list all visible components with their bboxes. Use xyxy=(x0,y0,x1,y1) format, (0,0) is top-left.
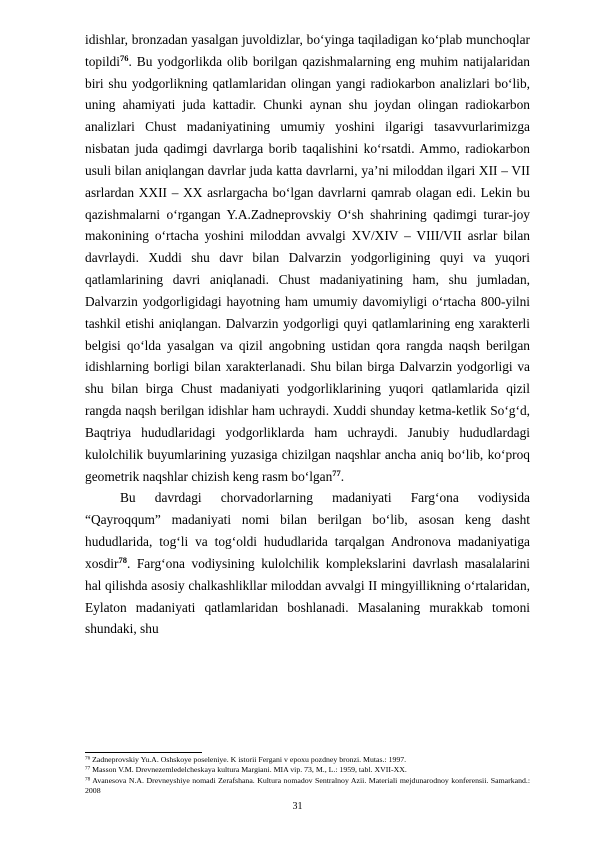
paragraph-1-end: . xyxy=(340,468,345,484)
footnote-divider xyxy=(85,752,202,753)
footnote-ref-77[interactable]: 77 xyxy=(332,467,341,478)
paragraph-2 xyxy=(85,487,530,640)
paragraph-1-text-b: . Bu yodgorlikda olib borilgan qazishmalarning eng muhim natijalaridan biri shu yodgorlikning qatlamlaridan olingan yangi radiokarbon analizlari bo‘lib, uning ahamiyati juda kattadir. Chunki aynan shu joydan olingan radiokarbon analizlari Chust madaniyatining umumiy yoshini ilgarigi tasavvurlarimizga nisbatan juda qadimgi davrlarga borib taqalishini ko‘rsatdi. Ammo, radiokarbon usuli bilan aniqlangan davrlar juda katta davrlarni, ya’ni miloddan ilgari XII – VII asrlardan XXII – XX asrlargacha bo‘lgan davrlarni qamrab olagan edi. Lekin bu qazishmalarni o‘rgangan Y.A.Zadneprovskiy O‘sh shahrining qadimgi turar-joy makonining o‘rtacha yoshini miloddan avvalgi XV/XIV – VIII/VII asrlar bilan davrlaydi. Xuddi shu davr bilan Dalvarzin yodgorligining quyi va yuqori qatlamlarining davri aniqlanadi. Chust madaniyatining ham, shu jumladan, Dalvarzin yodgorligidagi hayotning ham umumiy davomiyligi o‘rtacha 800-yilni tashkil etishi aniqlangan. Dalvarzin yodgorligi quyi qatlamlarining eng xarakterli belgisi qo‘lda yasalgan va qizil angobning ustidan qora rangda naqsh berilgan idishlarning borligi bilan xarakterlanadi. Shu bilan birga Dalvarzin yodgorligi va shu bilan birga Chust madaniyati yodgorliklarining yuqori qatlamlarida qizil rangda naqsh berilgan idishlar ham uchraydi. Xuddi shunday ketma-ketlik So‘g‘d, Baqtriya hududlaridagi yodgorliklarda ham uchraydi. Janubiy hududlardagi kulolchilik buyumlarining yuzasiga chizilgan naqshlar ancha aniq bo‘lib, ko‘proq geometrik naqshlar chizish keng rasm bo‘lgan xyxy=(85,53,530,484)
footnote-77 xyxy=(85,765,530,775)
footnote-number: 78 xyxy=(85,776,91,783)
paragraph-2-text-a: Bu davrdagi chorvadorlarning madaniyati Farg‘ona vodiysida “Qayroqqum” madaniyati nomi bilan berilgan bo‘lib, asosan keng dasht hududlarida, tog‘li va tog‘oldi hududlarida tarqalgan Andronova madaniyatiga xosdir xyxy=(85,490,530,571)
footnote-number: 76 xyxy=(85,755,91,762)
page-number: 31 xyxy=(292,801,303,812)
footnote-number: 77 xyxy=(85,765,91,772)
footnote-text: Zadneprovskiy Yu.A. Oshskoye poseleniye. K istorii Fergani v epoxu pozdney bronzi. Mutas.: 1997. xyxy=(92,755,407,764)
footnotes xyxy=(85,755,530,797)
footnote-78 xyxy=(85,776,530,797)
footnote-ref-76[interactable]: 76 xyxy=(119,52,129,63)
paragraph-1 xyxy=(85,29,530,487)
footnote-76 xyxy=(85,755,530,765)
footnote-ref-78[interactable]: 78 xyxy=(118,554,127,565)
paragraph-1-text-a: idishlar, bronzadan yasalgan juvoldizlar, bo‘yinga taqiladigan ko‘plab munchoqlar topildi xyxy=(85,32,530,69)
footnote-text: Masson V.M. Drevnezemledelcheskaya kultura Margiani. MIA vip. 73, M., L.: 1959, tabl. XVII-XX. xyxy=(92,765,407,775)
footnote-text: Avanesova N.A. Drevneyshiye nomadi Zerafshana. Kultura nomadov Sentralnoy Azii. Materiali mejdunarodnoy konferensii. Samarkand.: 2008 xyxy=(85,775,530,796)
body-text xyxy=(85,29,530,640)
paragraph-2-text-b: . Farg‘ona vodiysining kulolchilik komplekslarini davrlash masalalarini hal qilishda asosiy chalkashlikllar miloddan avvalgi II mingyillikning o‘rtalaridan, Eylaton madaniyati qatlamlaridan boshlanadi. Masalaning murakkab tomoni shundaki, shu xyxy=(85,555,530,637)
